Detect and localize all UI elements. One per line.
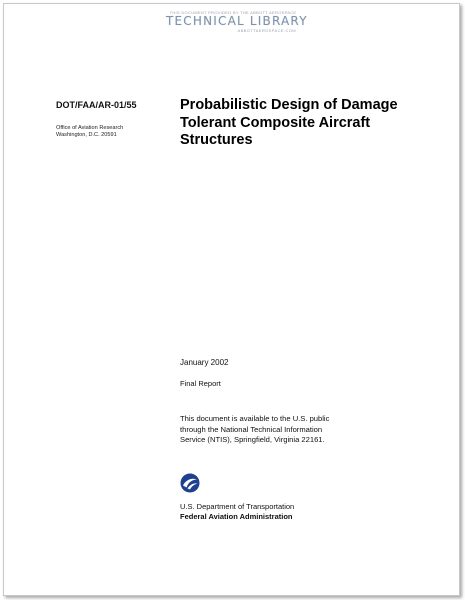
dot-emblem-icon [180,473,200,493]
technical-library-logo [166,10,308,38]
agency-name: Federal Aviation Administration [180,512,293,521]
department-name: U.S. Department of Transportation [180,502,295,511]
report-number: DOT/FAA/AR-01/55 [56,100,137,110]
title-line-3: Structures [180,132,253,148]
availability-line-1: This document is available to the U.S. public [180,414,330,423]
office-address [56,125,123,139]
office-city: Washington, D.C. 20591 [56,132,117,138]
availability-statement [180,414,329,446]
document-title [180,97,420,150]
report-type: Final Report [180,379,221,388]
logo-name: TECHNICAL LIBRARY [166,14,308,28]
title-line-1: Probabilistic Design of Damage [180,97,398,113]
document-page [3,3,460,596]
availability-line-3: Service (NTIS), Springfield, Virginia 22161. [180,435,325,444]
office-name: Office of Aviation Research [56,125,124,131]
logo-tagline: THIS DOCUMENT PROVIDED BY THE ABBOTT AEROSPACE [169,10,297,15]
report-date: January 2002 [180,358,229,367]
title-line-2: Tolerant Composite Aircraft [180,114,371,131]
issuing-agency [180,502,294,522]
availability-line-2: through the National Technical Information [180,424,323,434]
logo-url: ABBOTTAEROSPACE.COM [237,28,296,33]
